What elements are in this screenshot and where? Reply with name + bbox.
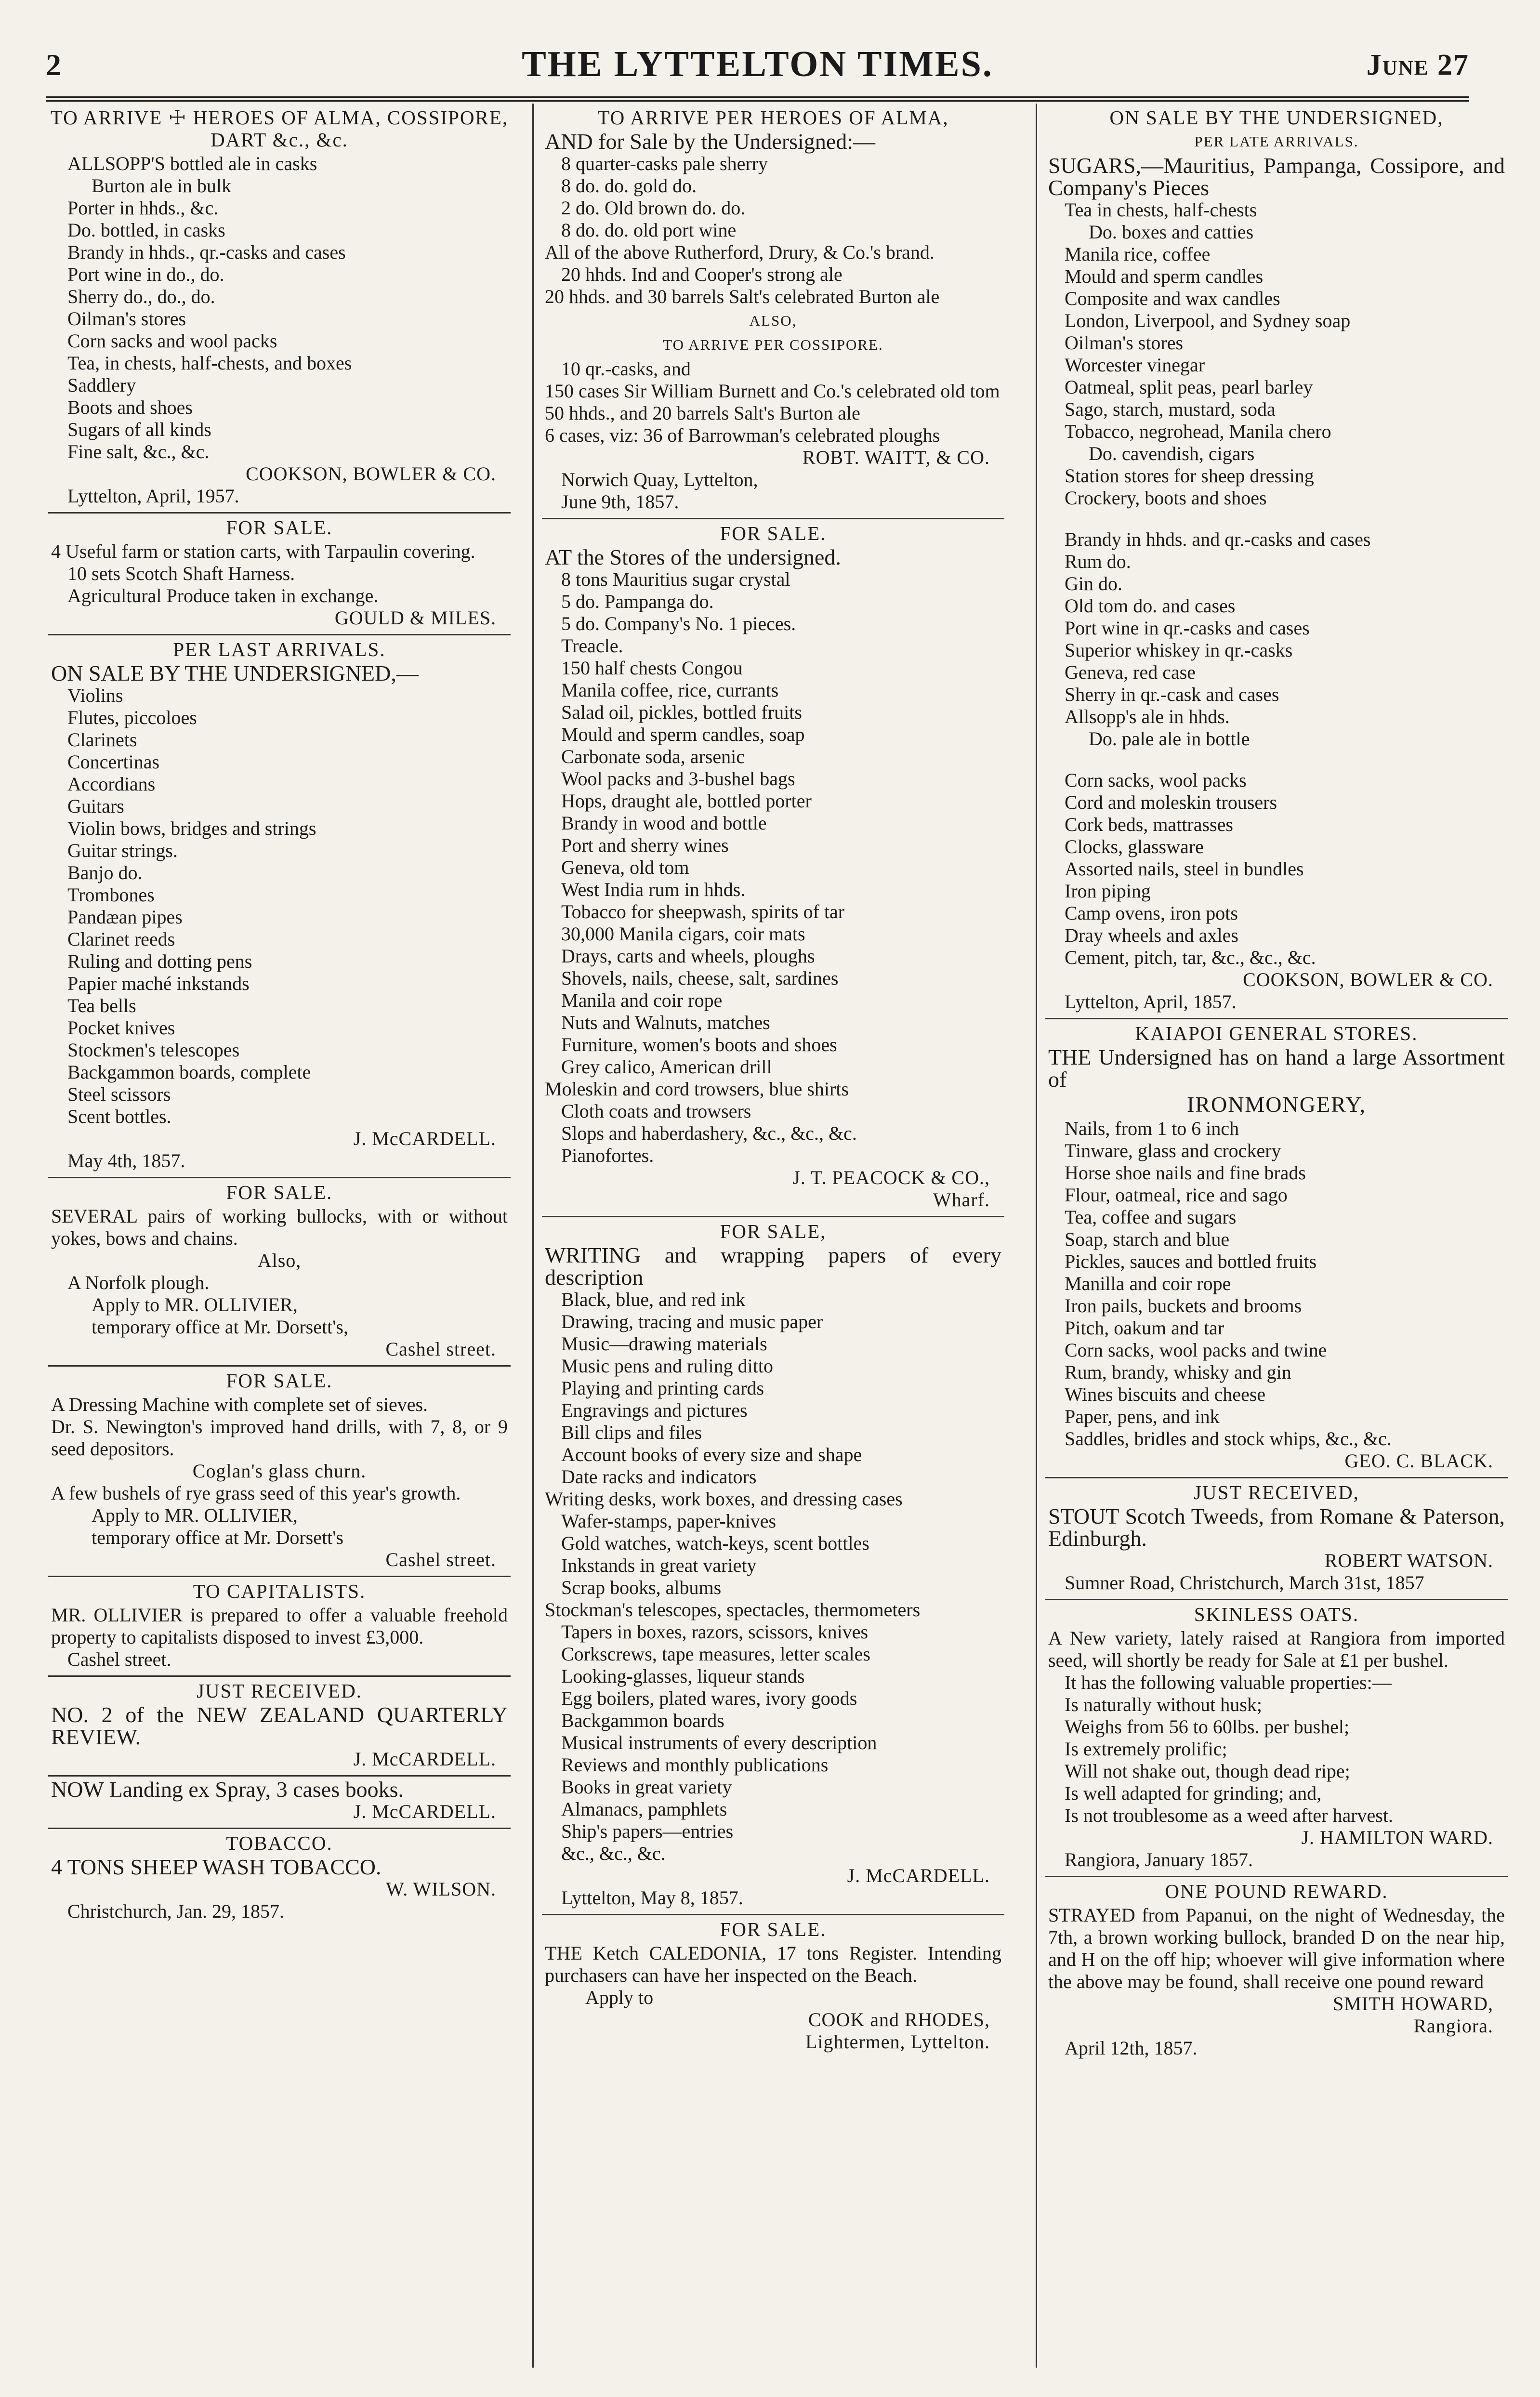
advert-date: Lyttelton, April, 1857. [1065, 991, 1237, 1013]
advert-date: Lyttelton, April, 1957. [67, 485, 239, 507]
list-item: Tinware, glass and crockery [1065, 1140, 1281, 1161]
list-item: Sherry do., do., do. [67, 286, 215, 307]
advert-also: ALSO, [749, 312, 797, 329]
advertiser-signature: J. McCARDELL. [353, 1748, 496, 1770]
list-item: Shovels, nails, cheese, salt, sardines [561, 967, 839, 989]
list-item: 5 do. Pampanga do. [561, 591, 714, 612]
list-item: Nuts and Walnuts, matches [561, 1012, 770, 1033]
advert-heading: FOR SALE. [226, 1370, 333, 1392]
list-item: Worcester vinegar [1065, 354, 1205, 376]
list-item: 8 tons Mauritius sugar crystal [561, 568, 790, 590]
advert-ollivier-machines [48, 1370, 511, 1577]
advert-subheading: IRONMONGERY, [1186, 1092, 1367, 1117]
list-item: Concertinas [67, 751, 160, 773]
advert-text: SEVERAL pairs of working bullocks, with or without yokes, bows and chains. [51, 1205, 508, 1249]
advert-cookson-sale [1045, 106, 1508, 1019]
list-item: Sherry in qr.-cask and cases [1065, 684, 1279, 705]
list-item: Assorted nails, steel in bundles [1065, 858, 1304, 880]
list-item: Do. cavendish, cigars [1089, 443, 1255, 464]
list-item: 8 do. do. old port wine [561, 219, 737, 241]
list-item: Wafer-stamps, paper-knives [561, 1510, 777, 1532]
list-item: Papier maché inkstands [67, 973, 250, 994]
advertiser-signature: W. WILSON. [386, 1878, 496, 1900]
advert-text: MR. OLLIVIER is prepared to offer a valuable freehold property to capitalists disposed to invest £3,000. [51, 1604, 508, 1648]
list-item: 20 hhds. and 30 barrels Salt's celebrated Burton ale [545, 286, 940, 307]
list-item: Scent bottles. [67, 1106, 171, 1127]
advert-also: Also, [257, 1250, 302, 1271]
advert-apply: Apply to [585, 1987, 654, 2008]
advert-place: Lightermen, Lyttelton. [805, 2031, 990, 2053]
advert-date: June 9th, 1857. [561, 491, 679, 513]
list-item: Corn sacks and wool packs [67, 330, 277, 352]
list-item: Agricultural Produce taken in exchange. [67, 585, 379, 606]
advert-text: 4 Useful farm or station carts, with Tarpaulin covering. [51, 540, 475, 562]
list-item: Clocks, glassware [1065, 836, 1204, 857]
advert-one-pound-reward [1045, 1880, 1508, 2059]
list-item: 10 sets Scotch Shaft Harness. [67, 563, 295, 584]
list-item: Is naturally without husk; [1065, 1694, 1262, 1715]
list-item: Pocket knives [67, 1017, 175, 1039]
advert-text: AND for Sale by the Undersigned:— [545, 129, 876, 154]
list-item: Cloth coats and trowsers [561, 1100, 751, 1122]
list-item: Carbonate soda, arsenic [561, 746, 745, 767]
list-item: Is extremely prolific; [1065, 1738, 1227, 1760]
list-item: Port wine in qr.-casks and cases [1065, 617, 1310, 639]
list-item: 10 qr.-casks, and [561, 358, 691, 380]
list-item: Date racks and indicators [561, 1466, 757, 1488]
list-item: Port wine in do., do. [67, 263, 224, 285]
list-item: Composite and wax candles [1065, 288, 1280, 309]
advert-heading: FOR SALE. [226, 516, 333, 539]
advertiser-signature: ROBERT WATSON. [1324, 1550, 1493, 1571]
advert-heading: TO ARRIVE ☩ HEROES OF ALMA, COSSIPORE, DART &c., &c. [50, 106, 509, 151]
list-item: 6 cases, viz: 36 of Barrowman's celebrated ploughs [545, 424, 940, 446]
list-item: Black, blue, and red ink [561, 1289, 746, 1310]
advert-street: Cashel street. [385, 1549, 496, 1570]
advertiser-signature: J. McCARDELL. [353, 1801, 496, 1822]
list-item: All of the above Rutherford, Drury, & Co.'s brand. [545, 241, 935, 263]
list-item: Looking-glasses, liqueur stands [561, 1665, 805, 1687]
list-item: Accordians [67, 773, 156, 795]
list-item: Banjo do. [67, 862, 143, 883]
advert-heading: FOR SALE. [720, 522, 827, 544]
list-item: Backgammon boards, complete [67, 1061, 311, 1083]
list-item: Pandæan pipes [67, 906, 183, 928]
list-item: Wool packs and 3-bushel bags [561, 768, 795, 790]
list-item: Steel scissors [67, 1083, 171, 1105]
advert-books-spray [48, 1778, 511, 1829]
masthead-rule [46, 96, 1469, 98]
list-item: Tea in chests, half-chests [1065, 199, 1257, 221]
item-list [48, 153, 511, 463]
list-item: Iron pails, buckets and brooms [1065, 1295, 1302, 1317]
list-item: Geneva, red case [1065, 661, 1196, 683]
list-item: Cement, pitch, tar, &c., &c., &c. [1065, 947, 1316, 968]
advert-text: NO. 2 of the NEW ZEALAND QUARTERLY REVIEW. [51, 1702, 508, 1749]
advert-heading: TO CAPITALISTS. [193, 1580, 366, 1602]
list-item: Bill clips and files [561, 1422, 702, 1443]
advert-intro: It has the following valuable properties:— [1065, 1672, 1392, 1693]
list-item: Is not troublesome as a weed after harvest. [1065, 1804, 1393, 1826]
list-item: Do. bottled, in casks [67, 219, 225, 241]
list-item: Saddles, bridles and stock whips, &c., &c. [1065, 1428, 1392, 1449]
advert-office: temporary office at Mr. Dorsett's, [92, 1316, 348, 1338]
list-item: Fine salt, &c., &c. [67, 441, 210, 462]
list-item: Musical instruments of every description [561, 1732, 877, 1753]
list-item: Tea, coffee and sugars [1065, 1206, 1237, 1228]
list-item: Egg boilers, plated wares, ivory goods [561, 1687, 857, 1709]
list-item: Moleskin and cord trowsers, blue shirts [545, 1078, 849, 1100]
advert-subheading: PER LATE ARRIVALS. [1194, 133, 1359, 150]
advert-text: STOUT Scotch Tweeds, from Romane & Paterson, Edinburgh. [1048, 1504, 1505, 1551]
list-item: Tobacco, negrohead, Manila chero [1065, 421, 1331, 442]
advert-ollivier-bullocks [48, 1181, 511, 1367]
advert-subheading: TO ARRIVE PER COSSIPORE. [663, 336, 883, 353]
advertiser-signature: COOK and RHODES, [808, 2009, 990, 2030]
list-item: Treacle. [561, 635, 623, 657]
list-item: Tea, in chests, half-chests, and boxes [67, 352, 352, 374]
advert-office: temporary office at Mr. Dorsett's [92, 1527, 343, 1548]
advert-heading: FOR SALE. [720, 1918, 827, 1940]
list-item: Old tom do. and cases [1065, 595, 1236, 617]
list-item: Pitch, oakum and tar [1065, 1317, 1224, 1339]
advertiser-signature: J. HAMILTON WARD. [1301, 1827, 1493, 1848]
list-item: Oilman's stores [1065, 332, 1184, 354]
list-item: Cord and moleskin trousers [1065, 791, 1277, 813]
list-item: Superior whiskey in qr.-casks [1065, 639, 1293, 661]
list-item: Cork beds, mattrasses [1065, 814, 1233, 835]
advert-heading: KAIAPOI GENERAL STORES. [1135, 1022, 1418, 1044]
advertiser-signature: COOKSON, BOWLER & CO. [246, 463, 496, 485]
advert-scotch-tweeds [1045, 1481, 1508, 1600]
list-item: Clarinet reeds [67, 928, 175, 950]
advert-mccardell-instruments [48, 638, 511, 1178]
advert-text: Dr. S. Newington's improved hand drills, with 7, 8, or 9 seed depositors. [51, 1416, 508, 1460]
list-item: Corn sacks, wool packs [1065, 769, 1247, 791]
list-item: Horse shoe nails and fine brads [1065, 1162, 1306, 1184]
list-item: Guitars [67, 795, 124, 817]
list-item: Nails, from 1 to 6 inch [1065, 1118, 1239, 1139]
advert-heading: TO ARRIVE PER HEROES OF ALMA, [597, 106, 949, 129]
list-item: 150 cases Sir William Burnett and Co.'s celebrated old tom [545, 380, 1000, 402]
list-item: Ship's papers—entries [561, 1820, 734, 1842]
issue-date: June 27 [1366, 49, 1469, 81]
column-rule [532, 104, 534, 2368]
list-item: Stockmen's telescopes [67, 1039, 240, 1061]
list-item: Is well adapted for grinding; and, [1065, 1782, 1322, 1804]
advert-text: A New variety, lately raised at Rangiora from imported seed, will shortly be ready for Sale at £1 per bushel. [1048, 1627, 1505, 1671]
list-item: Inkstands in great variety [561, 1554, 757, 1576]
advert-skinless-oats [1045, 1603, 1508, 1877]
list-item: Oatmeal, split peas, pearl barley [1065, 376, 1313, 398]
list-item: Manila coffee, rice, currants [561, 679, 779, 701]
advert-heading: SKINLESS OATS. [1194, 1603, 1359, 1625]
list-item: 30,000 Manila cigars, coir mats [561, 923, 805, 945]
masthead-rule-double [46, 100, 1469, 102]
advert-stationery [542, 1220, 1004, 1915]
list-item: ALLSOPP'S bottled ale in casks [67, 153, 317, 174]
list-item: Wines biscuits and cheese [1065, 1383, 1266, 1405]
list-item: Playing and printing cards [561, 1377, 764, 1399]
advertiser-signature: COOKSON, BOWLER & CO. [1243, 969, 1493, 990]
advert-text: 4 TONS SHEEP WASH TOBACCO. [51, 1855, 382, 1879]
advert-street: Cashel street. [67, 1648, 171, 1670]
list-item: Backgammon boards [561, 1710, 724, 1731]
list-item: Almanacs, pamphlets [561, 1798, 727, 1820]
list-item: Manila rice, coffee [1065, 243, 1211, 265]
advert-apply: Apply to MR. OLLIVIER, [92, 1504, 298, 1526]
list-item: Clarinets [67, 729, 137, 751]
list-item: Pianofortes. [561, 1145, 654, 1166]
list-item: Account books of every size and shape [561, 1444, 862, 1465]
list-item: Saddlery [67, 374, 136, 396]
advert-peacock-stores [542, 522, 1004, 1217]
list-item: Furniture, women's boots and shoes [561, 1034, 837, 1055]
newspaper-title: THE LYTTELTON TIMES. [522, 44, 993, 84]
list-item: Corn sacks, wool packs and twine [1065, 1339, 1327, 1361]
list-item: Porter in hhds., &c. [67, 197, 219, 219]
advert-kaiapoi-stores [1045, 1022, 1508, 1478]
list-item: Burton ale in bulk [92, 175, 231, 197]
item-list [48, 685, 511, 1128]
list-item: Manilla and coir rope [1065, 1273, 1231, 1294]
page-number: 2 [46, 48, 61, 82]
list-item: Allsopp's ale in hhds. [1065, 706, 1230, 727]
advert-cookson-arrivals [48, 106, 511, 514]
list-item: Rum, brandy, whisky and gin [1065, 1361, 1291, 1383]
list-item: Soap, starch and blue [1065, 1228, 1230, 1250]
advertiser-signature: J. McCARDELL. [847, 1865, 990, 1886]
advert-place: Norwich Quay, Lyttelton, [561, 469, 758, 490]
list-item: 150 half chests Congou [561, 657, 743, 679]
list-item: Tobacco for sheepwash, spirits of tar [561, 901, 845, 922]
list-item: 20 hhds. Ind and Cooper's strong ale [561, 263, 842, 285]
list-item: Sago, starch, mustard, soda [1065, 398, 1276, 420]
list-item: Drays, carts and wheels, ploughs [561, 945, 815, 967]
list-item: Violin bows, bridges and strings [67, 817, 316, 839]
list-item: Scrap books, albums [561, 1577, 722, 1598]
list-item: Camp ovens, iron pots [1065, 902, 1238, 924]
list-item: Will not shake out, though dead ripe; [1065, 1760, 1350, 1782]
list-item: Do. boxes and catties [1089, 221, 1254, 243]
list-item: Reviews and monthly publications [561, 1754, 829, 1776]
list-item: West India rum in hhds. [561, 879, 746, 900]
advert-text: THE Ketch CALEDONIA, 17 tons Register. Intending purchasers can have her inspected on the Beach. [545, 1942, 1001, 1986]
advertiser-signature: ROBT. WAITT, & CO. [802, 447, 990, 468]
advertiser-signature: GEO. C. BLACK. [1344, 1450, 1493, 1472]
list-item: 8 quarter-casks pale sherry [561, 153, 768, 174]
advert-heading: JUST RECEIVED, [1194, 1481, 1359, 1503]
advert-heading: TOBACCO. [226, 1832, 333, 1854]
list-item: Grey calico, American drill [561, 1056, 772, 1078]
list-item: Violins [67, 685, 123, 706]
list-item: 8 do. do. gold do. [561, 175, 697, 197]
list-item: Port and sherry wines [561, 834, 729, 856]
list-item: 50 hhds., and 20 barrels Salt's Burton ale [545, 402, 860, 424]
advertiser-signature: SMITH HOWARD, [1333, 1993, 1493, 2015]
advert-date: Rangiora, January 1857. [1065, 1849, 1253, 1870]
list-item: Pickles, sauces and bottled fruits [1065, 1251, 1317, 1272]
list-item: Brandy in wood and bottle [561, 812, 767, 834]
list-item: Rum do. [1065, 551, 1131, 572]
advert-place: Wharf. [933, 1189, 990, 1211]
list-item: &c., &c., &c. [561, 1843, 666, 1864]
list-item: Paper, pens, and ink [1065, 1406, 1220, 1427]
advert-ketch-caledonia [542, 1918, 1004, 2053]
advert-text: Coglan's glass churn. [192, 1460, 367, 1482]
list-item: A Norfolk plough. [67, 1272, 210, 1293]
list-item: Crockery, boots and shoes [1065, 487, 1267, 509]
advert-text: WRITING and wrapping papers of every description [545, 1243, 1001, 1290]
list-item: Mould and sperm candles, soap [561, 724, 805, 745]
advert-heading: ONE POUND REWARD. [1165, 1880, 1388, 1902]
list-item: Weighs from 56 to 60lbs. per bushel; [1065, 1716, 1350, 1738]
advert-heading: FOR SALE. [226, 1181, 333, 1203]
list-item: Music—drawing materials [561, 1333, 767, 1355]
list-item: Tapers in boxes, razors, scissors, knives [561, 1621, 869, 1643]
masthead [46, 43, 1469, 96]
advert-gould-miles [48, 516, 511, 635]
advert-text: STRAYED from Papanui, on the night of Wednesday, the 7th, a brown working bullock, branded D on the near hip, and H on the off hip; whoever will give information where the above may be found, shall receive one pound reward [1048, 1904, 1505, 1992]
list-item: Slops and haberdashery, &c., &c., &c. [561, 1122, 857, 1144]
advert-text: A Dressing Machine with complete set of sieves. [51, 1394, 428, 1415]
advertiser-signature: GOULD & MILES. [334, 607, 496, 629]
advertiser-signature: J. McCARDELL. [353, 1128, 496, 1149]
advert-waitt-wines [542, 106, 1004, 519]
advert-text: SUGARS,—Mauritius, Pampanga, Cossipore, and Company's Pieces [1048, 153, 1505, 200]
list-item: Geneva, old tom [561, 856, 689, 878]
list-item: Ruling and dotting pens [67, 950, 252, 972]
list-item: Music pens and ruling ditto [561, 1355, 773, 1377]
list-item: Drawing, tracing and music paper [561, 1311, 823, 1332]
list-item: London, Liverpool, and Sydney soap [1065, 310, 1351, 331]
list-item: Flutes, piccoloes [67, 707, 197, 728]
advert-date: Lyttelton, May 8, 1857. [561, 1887, 743, 1909]
list-item: Stockman's telescopes, spectacles, thermometers [545, 1599, 921, 1620]
list-item: Writing desks, work boxes, and dressing cases [545, 1488, 903, 1510]
list-item: Gold watches, watch-keys, scent bottles [561, 1532, 869, 1554]
list-item: Manila and coir rope [561, 989, 723, 1011]
advert-street: Cashel street. [385, 1338, 496, 1360]
advert-text: NOW Landing ex Spray, 3 cases books. [51, 1777, 404, 1802]
advertiser-signature: J. T. PEACOCK & CO., [792, 1167, 990, 1188]
list-item: Boots and shoes [67, 396, 193, 418]
advert-text: THE Undersigned has on hand a large Assortment of [1048, 1045, 1505, 1092]
advert-apply: Apply to MR. OLLIVIER, [92, 1294, 298, 1316]
advert-date: Sumner Road, Christchurch, March 31st, 1857 [1065, 1572, 1424, 1594]
list-item: Engravings and pictures [561, 1399, 748, 1421]
list-item: Brandy in hhds., qr.-casks and cases [67, 241, 346, 263]
advert-heading: PER LAST ARRIVALS. [173, 638, 386, 660]
column-1 [48, 104, 511, 1923]
advert-heading: FOR SALE, [720, 1220, 827, 1242]
list-item: Do. pale ale in bottle [1089, 728, 1250, 750]
column-3 [1045, 104, 1508, 2059]
advert-capitalists [48, 1580, 511, 1677]
list-item: Sugars of all kinds [67, 419, 211, 440]
list-item: 5 do. Company's No. 1 pieces. [561, 613, 796, 634]
list-item: Hops, draught ale, bottled porter [561, 790, 812, 812]
list-item: Dray wheels and axles [1065, 924, 1238, 946]
advert-date: Christchurch, Jan. 29, 1857. [67, 1900, 284, 1922]
list-item: Trombones [67, 884, 155, 906]
column-2 [542, 104, 1004, 2053]
advert-text: AT the Stores of the undersigned. [545, 545, 841, 569]
list-item: Guitar strings. [67, 840, 178, 861]
column-rule [1036, 104, 1037, 2368]
advert-heading: JUST RECEIVED. [197, 1680, 362, 1702]
list-item: Corkscrews, tape measures, letter scales [561, 1643, 870, 1665]
list-item: Mould and sperm candles [1065, 265, 1264, 287]
list-item: Station stores for sheep dressing [1065, 465, 1314, 487]
list-item: Flour, oatmeal, rice and sago [1065, 1184, 1288, 1206]
list-item: Brandy in hhds. and qr.-casks and cases [1065, 528, 1371, 550]
advert-quarterly-review [48, 1680, 511, 1777]
list-item: Iron piping [1065, 880, 1151, 902]
advert-place: Rangiora. [1413, 2015, 1493, 2037]
advert-date: April 12th, 1857. [1065, 2037, 1198, 2059]
list-item: Books in great variety [561, 1776, 732, 1798]
list-item: Tea bells [67, 995, 136, 1016]
list-item: Oilman's stores [67, 308, 186, 329]
advert-heading: ON SALE BY THE UNDERSIGNED, [1109, 106, 1444, 129]
advert-text: ON SALE BY THE UNDERSIGNED,— [51, 661, 419, 685]
list-item: Gin do. [1065, 573, 1122, 594]
advert-text: A few bushels of rye grass seed of this year's growth. [51, 1482, 461, 1504]
advert-tobacco [48, 1832, 511, 1923]
list-item: Salad oil, pickles, bottled fruits [561, 701, 802, 723]
advert-date: May 4th, 1857. [67, 1150, 185, 1172]
list-item: 2 do. Old brown do. do. [561, 197, 746, 219]
